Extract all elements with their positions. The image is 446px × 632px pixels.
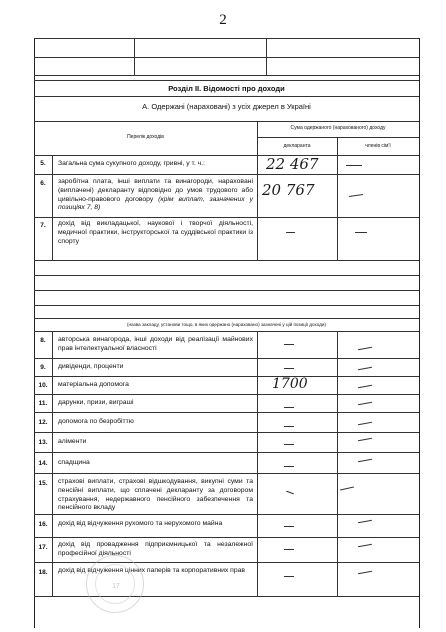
subsection-title: А. Одержані (нараховані) з усіх джерел в Україні	[142, 102, 311, 111]
declarant-value-dash	[284, 368, 294, 369]
rule	[34, 38, 419, 39]
stamp-inner-ring	[95, 564, 135, 604]
row-number: 15.	[38, 480, 48, 487]
rule	[34, 290, 419, 291]
rule	[34, 260, 419, 261]
declarant-value-dash	[284, 526, 294, 527]
header-list-label: Перелік доходів	[127, 134, 164, 140]
section-title: Розділ II. Відомості про доходи	[168, 84, 285, 93]
rule	[34, 75, 419, 76]
official-stamp	[86, 555, 144, 613]
row-number: 7.	[40, 222, 46, 229]
row-label: дохід від викладацької, наукової і творчої діяльності, медичної практики, інструкторської та суддівської практики із спорту	[58, 220, 253, 245]
row-label: дохід від провадження підприємницької та незалежної професійної діяльності	[58, 541, 253, 557]
declarant-value-dash	[286, 232, 295, 233]
rule	[34, 331, 419, 332]
row-label: дивіденди, проценти	[58, 363, 124, 370]
rule	[34, 562, 419, 563]
declarant-value: 20 767	[262, 181, 315, 199]
header-sum-label: Сума одержаного (нарахованого) доходу	[290, 125, 386, 131]
row-number: 13.	[38, 439, 48, 446]
declarant-value-dash	[284, 344, 294, 345]
row-label: матеріальна допомога	[58, 381, 129, 388]
rule	[34, 155, 419, 156]
rule	[266, 38, 267, 75]
row-number: 14.	[38, 460, 48, 467]
rule	[34, 318, 419, 319]
row-number: 8.	[40, 337, 46, 344]
rule	[34, 514, 419, 515]
row-label: страхові виплати, страхові відшкодування, викупні суми та пенсійні виплати, що сплачені декларанту за договором страхування, недержавного пенсійного забезпечення та пенсійного вкладу	[58, 478, 253, 512]
rule	[34, 80, 419, 81]
row-number: 10.	[38, 382, 48, 389]
rule	[34, 394, 419, 395]
rule	[257, 137, 419, 138]
row-label-note: (крім виплат, зазначених у позиціях 7, 8)	[58, 195, 253, 212]
declarant-value-dash	[284, 549, 294, 550]
row-label: дохід від відчуження цінних паперів та корпоративних прав	[58, 567, 246, 574]
declarant-value-dash	[284, 407, 294, 408]
row-number: 16.	[38, 521, 48, 528]
declarant-value-dash	[284, 466, 294, 467]
declarant-value: 1700	[272, 376, 308, 392]
institution-note: (назва закладу, установи тощо, в яких одержано (нараховано) зазначені у цій позиції доходи)	[127, 322, 326, 327]
rule	[34, 452, 419, 453]
rule	[34, 275, 419, 276]
row-label-text: заробітна плата, інші виплати та винагороди, нараховані (виплачені) декларанту відповідно до умов трудового або цивільно-правового договору	[58, 178, 253, 203]
rule	[34, 121, 419, 122]
rule	[34, 412, 419, 413]
header-declarant-label: декларанта	[283, 143, 311, 149]
row-number: 6.	[40, 180, 46, 187]
row-label: аліменти	[58, 438, 87, 445]
rule	[52, 331, 53, 596]
row-label: авторська винагорода, інші доходи від реалізації майнових прав інтелектуальної власності	[58, 336, 253, 352]
rule	[337, 331, 338, 596]
family-value-dash	[346, 165, 362, 166]
rule	[134, 38, 135, 75]
row-number: 11.	[38, 400, 48, 407]
family-value-dash	[355, 232, 367, 233]
rule	[34, 57, 419, 58]
page-number: 2	[219, 12, 227, 28]
declarant-value-dash	[284, 444, 294, 445]
row-label: дарунки, призи, виграші	[58, 399, 134, 406]
rule	[34, 174, 419, 175]
rule	[337, 137, 338, 260]
rule	[257, 121, 258, 260]
row-label: дохід від відчуження рухомого та нерухомого майна	[58, 520, 223, 527]
row-number: 12.	[38, 419, 48, 426]
row-label: Загальна сума сукупного доходу, гривні, у т. ч.:	[58, 160, 205, 167]
rule	[34, 376, 419, 377]
stamp-number: 17	[112, 583, 120, 590]
row-number: 17.	[38, 544, 48, 551]
rule	[34, 217, 419, 218]
row-label: спадщина	[58, 459, 90, 466]
row-number: 18.	[38, 569, 48, 576]
row-label: допомога по безробіттю	[58, 418, 134, 425]
rule	[34, 305, 419, 306]
declarant-value-dash	[284, 576, 294, 577]
rule	[257, 331, 258, 596]
row-number: 9.	[40, 364, 46, 371]
declarant-value: 22 467	[266, 155, 319, 173]
rule	[34, 473, 419, 474]
rule	[52, 155, 53, 260]
rule	[34, 432, 419, 433]
declarant-value-dash	[284, 426, 294, 427]
rule	[34, 96, 419, 97]
header-family-label: членів сім'ї	[365, 143, 391, 149]
rule	[34, 537, 419, 538]
rule	[34, 358, 419, 359]
row-label	[58, 178, 253, 213]
row-number: 5.	[40, 160, 46, 167]
